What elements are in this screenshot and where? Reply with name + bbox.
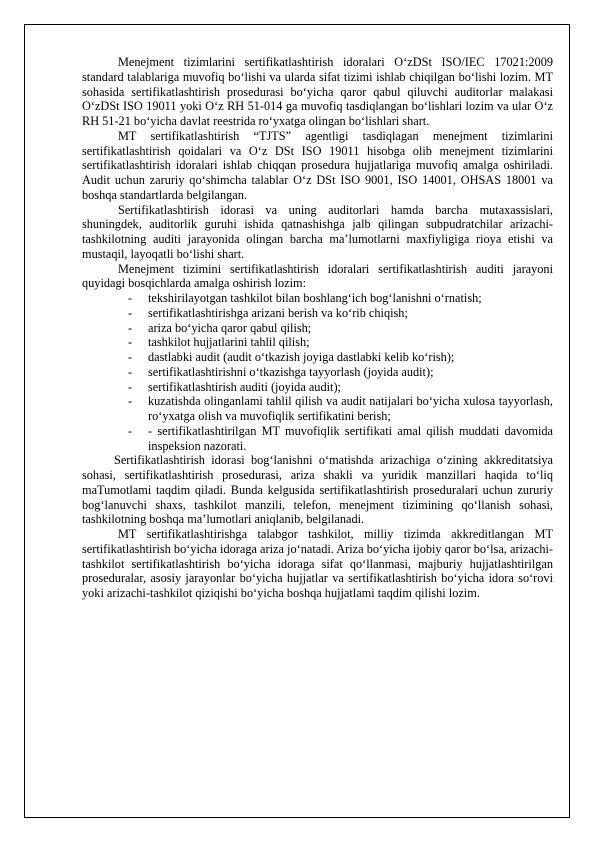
paragraph-contact-establishment: Sertifikatlashtirish idorasi bog‘lanishni o‘matishda arizachiga o‘zining akkreditatsiya sohasi, sertifikatlashtirish prosedurasi, ariza shakli va yuridik manzillari haqida to‘liq maTumotlami taqdim qiladi. Bunda kelgusida sertifikatlashtirish proseduralari uchun zururiy bog‘lanuvchi shaxs, tashkilot manzili, telefon, menejment tizimining qo‘llanish sohasi, tashkilotning boshqa ma’lumotlari aniqlanib, belgilanadi. xyxy=(82,453,553,527)
list-item: - dastlabki audit (audit o‘tkazish joyiga dastlabki kelib ko‘rish); xyxy=(148,350,553,365)
list-item: - kuzatishda olinganlami tahlil qilish va audit natijalari bo‘yicha xulosa tayyorlash, ro‘yxatga olish va muvofiqlik sertifikatini berish; xyxy=(148,394,553,424)
paragraph-mt-certification-rules: MT sertifikatlashtirish “TJTS” agentligi tasdiqlagan menejment tizimlarini sertifikatlashtirish qoidalari va O‘z DSt ISO 19011 hisobga olib menejment tizimlarini sertifikatlashtirish idoralari ishlab chiqqan prosedura hujjatlariga muvofiq amalga oshiriladi. Audit uchun zaruriy qo‘shimcha talablar O‘z DSt ISO 9001, ISO 14001, OHSAS 18001 va boshqa standartlarda belgilangan. xyxy=(82,128,553,202)
audit-stages-list xyxy=(82,291,553,453)
list-item: - sertifikatlashtirishga arizani berish va ko‘rib chiqish; xyxy=(148,306,553,321)
paragraph-confidentiality: Sertifikatlashtirish idorasi va uning auditorlari hamda barcha mutaxassislari, shuningdek, auditorlik guruhi ishida qatnashishga jalb qilingan subpudratchilar arizachi-tashkilotning auditi jarayonida olingan barcha ma’lumotlarni maxfiyligiga rioya etishi va mustaqil, layoqatli bo‘lishi shart. xyxy=(82,202,553,261)
paragraph-audit-stages-intro: Menejment tizimini sertifikatlashtirish idoralari sertifikatlashtirish auditi jarayoni quyidagi bosqichlarda amalga oshirish lozim: xyxy=(82,261,553,291)
list-item: - ariza bo‘yicha qaror qabul qilish; xyxy=(148,321,553,336)
paragraph-application-submission: MT sertifikatlashtirishga talabgor tashkilot, milliy tizimda akkreditlangan MT sertifikatlashtirish bo‘yicha idoraga ariza jo‘natadi. Ariza bo‘yicha ijobiy qaror bo‘lsa, arizachi-tashkilot sertifikatlashtirish bo‘yicha idoraga sifat qo‘llanmasi, majburiy hujjatlashtirilgan proseduralar, asosiy jarayonlar bo‘yicha hujjatlar va sertifikatlashtirish bo‘yicha idora so‘rovi yoki arizachi-tashkilot qiziqishi bo‘yicha boshqa hujjatlami taqdim qilishi lozim. xyxy=(82,527,553,600)
list-item: - sertifikatlashtirish auditi (joyida audit); xyxy=(148,380,553,395)
list-item: - tashkilot hujjatlarini tahlil qilish; xyxy=(148,335,553,350)
list-item: - tekshirilayotgan tashkilot bilan boshlang‘ich bog‘lanishni o‘rnatish; xyxy=(148,291,553,306)
document-body xyxy=(82,55,553,601)
paragraph-certification-bodies: Menejment tizimlarini sertifikatlashtirish idoralari O‘zDSt ISO/IEC 17021:2009 standard talablariga muvofiq bo‘lishi va ularda sifat tizimi ishlab chiqilgan bo‘lishi lozim. MT sohasida sertifikatlashtirish prosedurasi bo‘yicha qaror qabul qiluvchi auditorlar malakasi O‘zDSt ISO 19011 yoki O‘z RH 51-014 ga muvofiq tasdiqlangan bo‘lishlari lozim va ular O‘z RH 51-21 bo‘yicha davlat reestrida ro‘yxatga olingan bo‘lishlari shart. xyxy=(82,55,553,128)
list-item: - - sertifikatlashtirilgan MT muvofiqlik sertifikati amal qilish muddati davomida inspeksion nazorati. xyxy=(148,424,553,454)
list-item: - sertifikatlashtirishni o‘tkazishga tayyorlash (joyida audit); xyxy=(148,365,553,380)
